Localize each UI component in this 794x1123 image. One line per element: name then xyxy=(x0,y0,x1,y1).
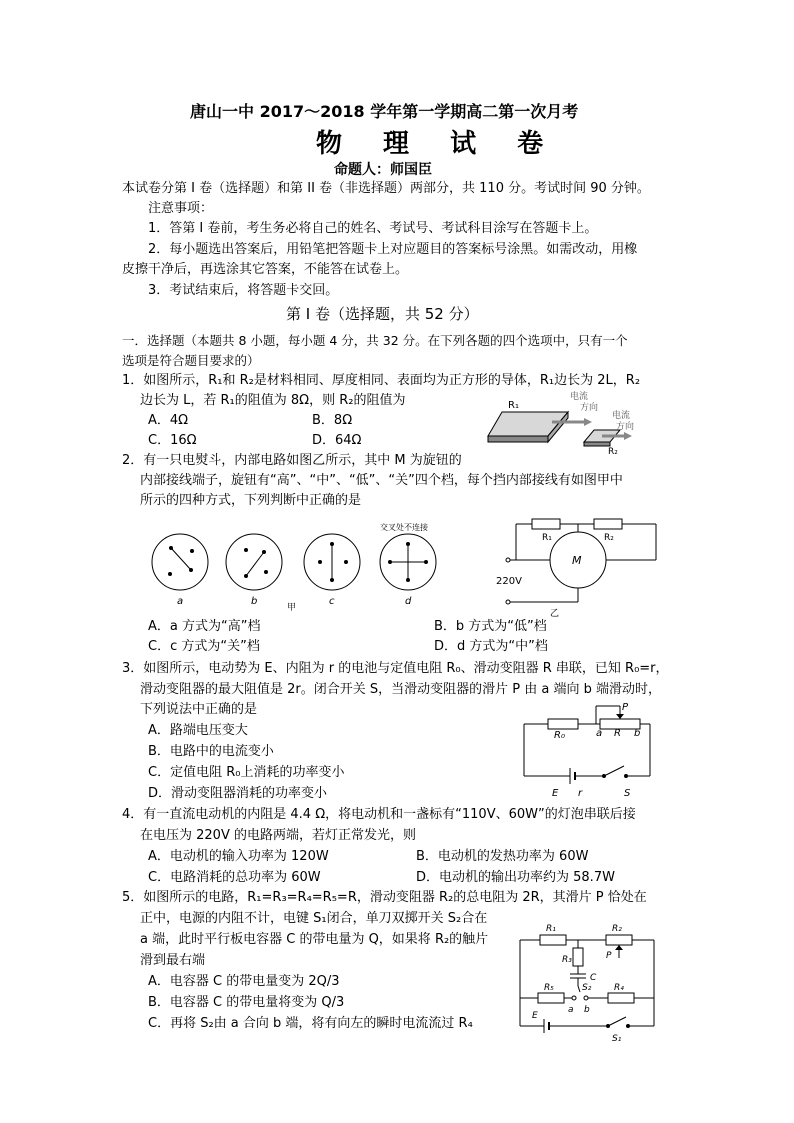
svg-text:电流: 电流 xyxy=(570,392,589,402)
q1-label-r2: R₂ xyxy=(608,447,618,457)
q2-stem-1: 2．有一只电熨斗，内部电路如图乙所示，其中 M 为旋钮的 xyxy=(122,453,462,468)
svg-text:a: a xyxy=(596,728,603,739)
svg-text:M: M xyxy=(572,554,582,567)
q1-option-c: C．16Ω xyxy=(148,433,197,448)
svg-text:R: R xyxy=(614,728,621,739)
q1-label-r1: R₁ xyxy=(508,400,519,411)
svg-text:c: c xyxy=(329,596,335,607)
author-line: 命题人：师国臣 xyxy=(334,162,432,178)
section-title: 第 I 卷（选择题，共 52 分） xyxy=(286,305,479,323)
q4-stem-1: 4．有一直流电动机的内阻是 4.4 Ω，将电动机和一盏标有“110V、60W”的灯泡串联后接 xyxy=(122,807,636,822)
svg-text:E: E xyxy=(552,788,559,799)
q4-option-d: D．电动机的输出功率约为 58.7W xyxy=(416,870,615,885)
q3-option-b: B．电路中的电流变小 xyxy=(148,744,274,759)
svg-text:方向: 方向 xyxy=(580,403,599,413)
svg-text:a: a xyxy=(568,1005,574,1015)
svg-text:R₁: R₁ xyxy=(542,533,552,543)
q2-label-jia: 甲 xyxy=(287,603,297,613)
q3-stem-2: 滑动变阻器的最大阻值是 2r。闭合开关 S，当滑动变阻器的滑片 P 由 a 端向 b 端滑动时， xyxy=(140,682,661,697)
q3-option-d: D．滑动变阻器消耗的功率变小 xyxy=(148,786,328,801)
q2-option-c: C．c 方式为“关”档 xyxy=(148,639,260,654)
q5-stem-4: 滑到最右端 xyxy=(140,953,206,968)
q2-cross-note: 交叉处不连接 xyxy=(380,523,428,532)
svg-text:方向: 方向 xyxy=(616,422,635,432)
svg-text:C: C xyxy=(590,973,597,983)
svg-text:a: a xyxy=(177,596,184,607)
q5-option-a: A．电容器 C 的带电量变为 2Q/3 xyxy=(148,974,340,989)
q2-figure-jia xyxy=(150,520,460,612)
svg-text:R₀: R₀ xyxy=(554,730,565,741)
q5-option-c: C．再将 S₂由 a 合向 b 端，将有向左的瞬时电流流过 R₄ xyxy=(148,1016,473,1031)
notice-item-1: 1．答第 I 卷前，考生务必将自己的姓名、考试号、考试科目涂写在答题卡上。 xyxy=(148,221,598,236)
svg-text:R₄: R₄ xyxy=(614,983,624,993)
exam-title: 唐山一中 2017～2018 学年第一学期高二第一次月考 xyxy=(190,102,579,121)
subject-title: 物 理 试 卷 xyxy=(316,129,560,159)
q4-option-a: A．电动机的输入功率为 120W xyxy=(148,849,329,864)
svg-text:S₂: S₂ xyxy=(582,983,592,993)
q3-stem-3: 下列说法中正确的是 xyxy=(140,702,258,717)
q2-option-b: B．b 方式为“低”档 xyxy=(434,619,547,634)
svg-text:b: b xyxy=(634,728,641,739)
svg-text:P: P xyxy=(622,702,629,713)
q4-option-c: C．电路消耗的总功率为 60W xyxy=(148,870,321,885)
section-intro-2: 选项是符合题目要求的） xyxy=(122,353,260,368)
svg-text:b: b xyxy=(584,1005,590,1015)
q2-option-a: A．a 方式为“高”档 xyxy=(148,619,261,634)
q1-stem-2: 边长为 L，若 R₁的阻值为 8Ω，则 R₂的阻值为 xyxy=(140,393,406,408)
q5-stem-2: 正中，电源的内阻不计，电键 S₁闭合，单刀双掷开关 S₂合在 xyxy=(140,911,488,926)
intro-line: 本试卷分第 I 卷（选择题）和第 II 卷（非选择题）两部分，共 110 分。考试时间 90 分钟。 xyxy=(122,181,650,196)
q1-option-b: B．8Ω xyxy=(312,413,353,428)
svg-text:220V: 220V xyxy=(496,576,522,587)
svg-text:R₂: R₂ xyxy=(604,533,614,543)
q1-stem-1: 1．如图所示，R₁和 R₂是材料相同、厚度相同、表面均为正方形的导体，R₁边长为 2L，R₂ xyxy=(122,373,641,388)
svg-text:R₂: R₂ xyxy=(612,924,622,934)
q5-figure xyxy=(514,918,660,1042)
q2-stem-2: 内部接线端子，旋钮有“高”、“中”、“低”、“关”四个档，每个挡内部接线有如图甲中 xyxy=(140,473,623,488)
q2-figure-yi xyxy=(496,512,676,620)
section-intro-1: 一．选择题（本题共 8 小题，每小题 4 分，共 32 分。在下列各题的四个选项中，只有一个 xyxy=(122,333,628,348)
svg-text:S: S xyxy=(624,788,631,799)
q2-option-d: D．d 方式为“中”档 xyxy=(434,639,548,654)
notice-item-2b: 皮擦干净后，再选涂其它答案，不能答在试卷上。 xyxy=(122,262,409,277)
svg-text:电流: 电流 xyxy=(612,411,631,421)
q5-stem-1: 5．如图所示的电路，R₁=R₃=R₄=R₅=R，滑动变阻器 R₂的总电阻为 2R，其滑片 P 恰处在 xyxy=(122,890,647,905)
svg-text:b: b xyxy=(251,596,258,607)
q3-figure xyxy=(520,700,660,810)
notice-item-3: 3．考试结束后，将答题卡交回。 xyxy=(148,283,339,298)
q1-option-a: A．4Ω xyxy=(148,413,189,428)
q3-option-c: C．定值电阻 R₀上消耗的功率变小 xyxy=(148,765,345,780)
q5-option-b: B．电容器 C 的带电量将变为 Q/3 xyxy=(148,995,345,1010)
svg-text:P: P xyxy=(606,951,612,961)
notice-item-2a: 2．每小题选出答案后，用铅笔把答题卡上对应题目的答案标号涂黑。如需改动，用橡 xyxy=(148,242,638,257)
svg-text:r: r xyxy=(578,788,583,799)
q2-stem-3: 所示的四种方式，下列判断中正确的是 xyxy=(140,493,362,508)
svg-text:乙: 乙 xyxy=(550,609,560,619)
svg-text:R₅: R₅ xyxy=(544,983,554,993)
svg-text:d: d xyxy=(405,596,412,607)
q4-option-b: B．电动机的发热功率为 60W xyxy=(416,849,589,864)
q5-stem-3: a 端，此时平行板电容器 C 的带电量为 Q，如果将 R₂的触片 xyxy=(140,932,489,947)
svg-text:R₁: R₁ xyxy=(546,924,556,934)
q1-option-d: D．64Ω xyxy=(312,433,362,448)
svg-text:E: E xyxy=(532,1011,538,1021)
svg-text:S₁: S₁ xyxy=(612,1034,622,1044)
notice-title: 注意事项： xyxy=(148,201,214,216)
q3-stem-1: 3．如图所示，电动势为 E、内阻为 r 的电池与定值电阻 R₀、滑动变阻器 R 串联，已知 R₀=r， xyxy=(122,661,669,676)
q3-option-a: A．路端电压变大 xyxy=(148,723,248,738)
q4-stem-2: 在电压为 220V 的电路两端，若灯正常发光，则 xyxy=(140,828,416,843)
svg-text:R₃: R₃ xyxy=(562,955,572,965)
q1-figure xyxy=(490,392,660,457)
